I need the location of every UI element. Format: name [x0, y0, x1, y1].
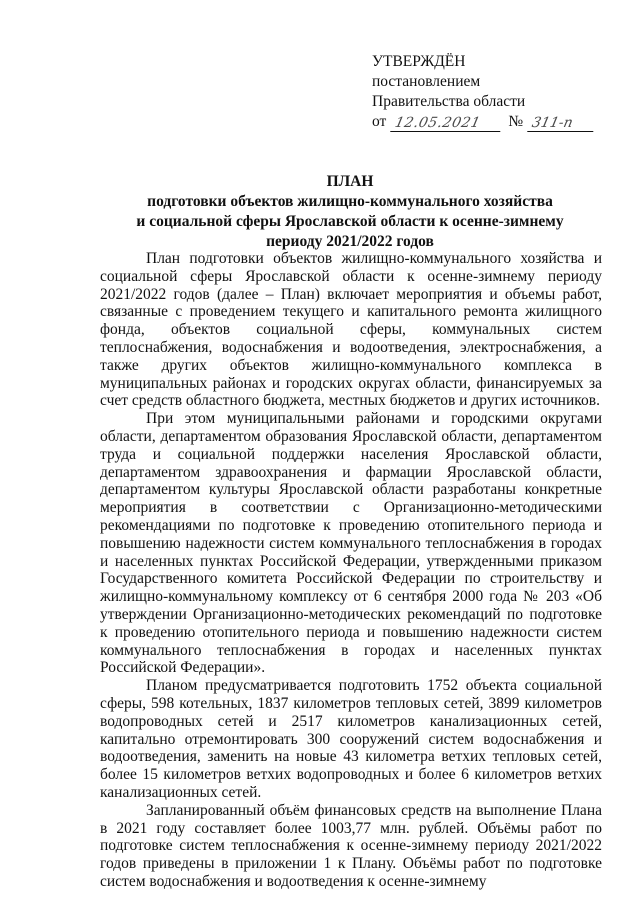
- title-line-4: периоду 2021/2022 годов: [266, 233, 434, 250]
- title-line-3: и социальной сферы Ярославской области к осенне-зимнему: [136, 213, 564, 230]
- approval-from-label: от: [372, 113, 387, 130]
- paragraph-4: Запланированный объём финансовых средств на выполнение Плана в 2021 году составляет более 1003,77 млн. рублей. Объёмы работ по подготовке систем теплоснабжения к осенне-зимнему периоду 2021/2022 годов приведены в приложении 1 к Плану. Объёмы работ по подготовке систем водоснабжения и водоотведения к осенне-зимнему: [100, 801, 602, 890]
- title-line-1: ПЛАН: [326, 173, 374, 190]
- document-body: [100, 250, 602, 891]
- approval-resolution: постановлением: [372, 73, 481, 90]
- approval-date-number: [372, 112, 612, 132]
- approval-stamp-block: [372, 52, 612, 132]
- handwritten-number: 311-п: [527, 115, 597, 132]
- paragraph-1: План подготовки объектов жилищно-коммунального хозяйства и социальной сферы Ярославской области к осенне-зимнему периоду 2021/2022 годов (далее – План) включает мероприятия и объемы работ, связанные с проведением текущего и капитального ремонта жилищного фонда, объектов социальной сферы, коммунальных систем теплоснабжения, водоснабжения и водоотведения, электроснабжения, а также других объектов жилищно-коммунального комплекса в муниципальных районах и городских округах области, финансируемых за счет средств областного бюджета, местных бюджетов и других источников.: [100, 250, 602, 410]
- approval-government: Правительства области: [372, 93, 526, 110]
- paragraph-2: При этом муниципальными районами и городскими округами области, департаментом образования Ярославской области, департаментом труда и социальной поддержки населения Ярославской области, департаментом здравоохранения и фармации Ярославской области, департаментом культуры Ярославской области разработаны конкретные мероприятия в соответствии с Организационно-методическими рекомендациями по подготовке к проведению отопительного периода и повышению надежности систем коммунального теплоснабжения в городах и населенных пунктах Российской Федерации, утвержденными приказом Государственного комитета Российской Федерации по строительству и жилищно-коммунальному комплексу от 6 сентября 2000 года № 203 «Об утверждении Организационно-методических рекомендаций по подготовке к проведению отопительного периода и повышению надежности систем коммунального теплоснабжения в городах и населенных пунктах Российской Федерации».: [100, 410, 602, 677]
- document-title: [100, 172, 600, 252]
- approval-heading: УТВЕРЖДЁН: [372, 53, 466, 70]
- handwritten-date: 12.05.2021: [391, 115, 505, 132]
- approval-number-label: №: [508, 113, 524, 130]
- title-line-2: подготовки объектов жилищно-коммунального хозяйства: [147, 193, 553, 210]
- paragraph-3: Планом предусматривается подготовить 1752 объекта социальной сферы, 598 котельных, 1837 километров тепловых сетей, 3899 километров водопроводных сетей и 2517 километров канализационных сетей, капитально отремонтировать 300 сооружений систем водоснабжения и водоотведения, заменить на новые 43 километра ветхих тепловых сетей, более 15 километров ветхих водопроводных и более 6 километров ветхих канализационных сетей.: [100, 677, 602, 801]
